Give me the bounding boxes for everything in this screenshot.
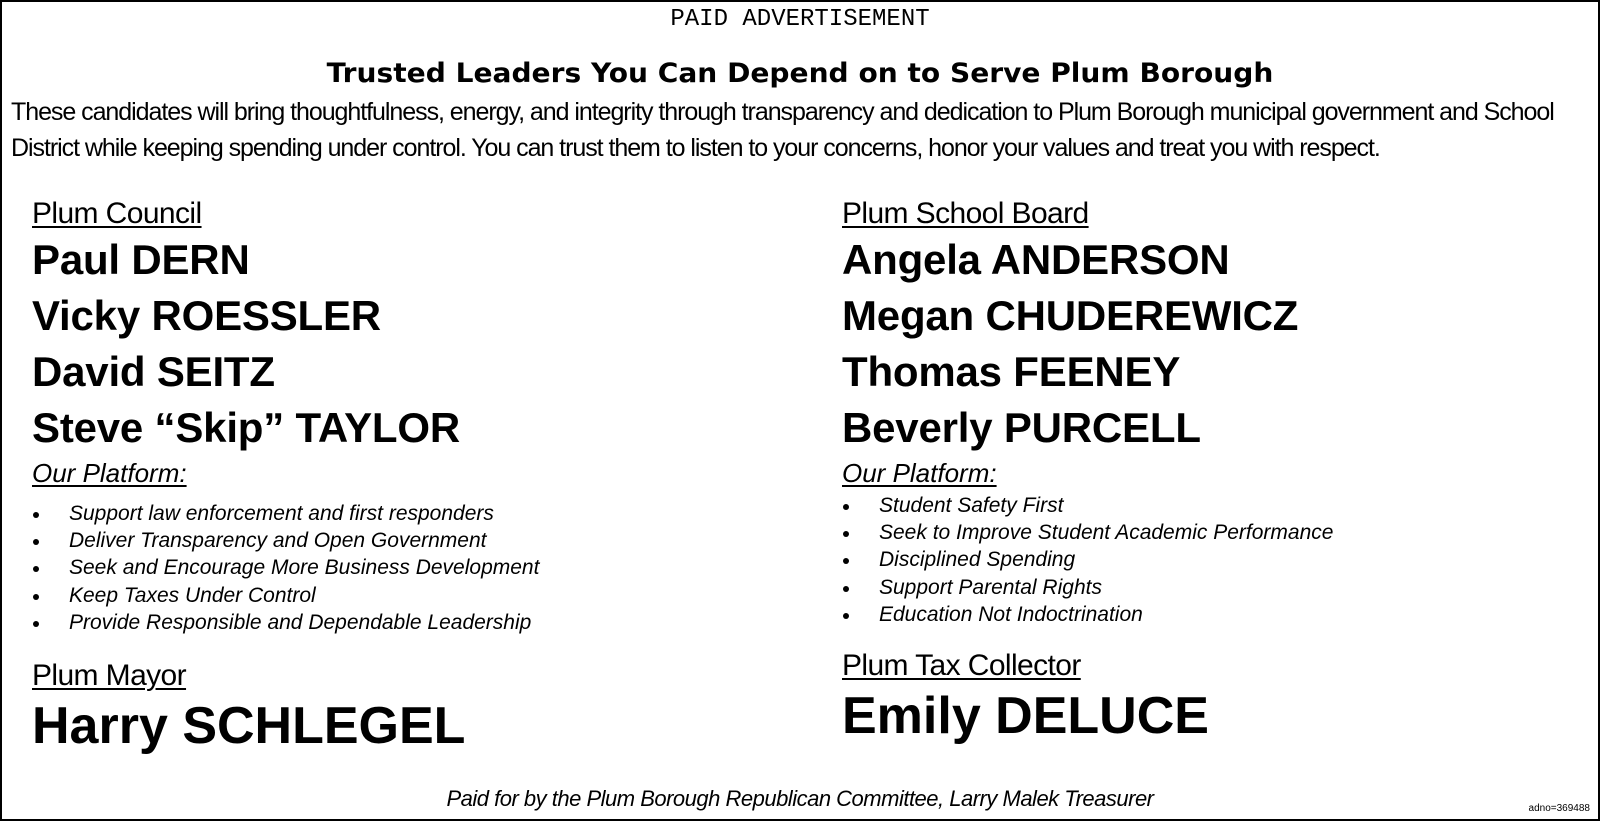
paid-advertisement-label: PAID ADVERTISEMENT [670, 6, 930, 33]
tax-collector-candidate-name: Emily DELUCE [842, 687, 1209, 746]
candidate-name: Vicky ROESSLER [32, 292, 381, 339]
platform-item: Education Not Indoctrination [842, 601, 1582, 628]
office-heading-mayor: Plum Mayor [32, 659, 187, 693]
school-board-column [842, 196, 1582, 748]
candidate-name: Steve “Skip” TAYLOR [32, 404, 460, 451]
council-candidate-list [32, 232, 792, 456]
platform-item: Support Parental Rights [842, 574, 1582, 601]
platform-item: Provide Responsible and Dependable Leadership [32, 609, 792, 636]
platform-item: Student Safety First [842, 492, 1582, 519]
platform-label: Our Platform: [842, 458, 997, 488]
office-heading-school-board: Plum School Board [842, 197, 1089, 230]
council-column [32, 196, 792, 758]
candidate-name: David SEITZ [32, 348, 275, 395]
candidate-name: Beverly PURCELL [842, 404, 1201, 451]
candidate-name: Paul DERN [32, 236, 250, 283]
platform-item: Support law enforcement and first responders [32, 500, 792, 527]
headline: Trusted Leaders You Can Depend on to Serve Plum Borough [326, 58, 1274, 89]
platform-item: Keep Taxes Under Control [32, 582, 792, 609]
platform-item: Deliver Transparency and Open Government [32, 527, 792, 554]
platform-label: Our Platform: [32, 458, 187, 488]
school-board-candidate-list [842, 232, 1582, 456]
platform-item: Seek to Improve Student Academic Performance [842, 519, 1582, 546]
intro-paragraph: These candidates will bring thoughtfulness, energy, and integrity through transparency and dedication to Plum Borough municipal government and School District while keeping spending under control. You can trust them to listen to your concerns, honor your values and treat you with respect. [11, 98, 1554, 162]
mayor-candidate-name: Harry SCHLEGEL [32, 697, 466, 756]
candidate-name: Thomas FEENEY [842, 348, 1181, 395]
candidate-name: Megan CHUDEREWICZ [842, 292, 1299, 339]
office-heading-tax-collector: Plum Tax Collector [842, 649, 1081, 683]
ad-number: adno=369488 [1528, 803, 1590, 814]
office-heading-council: Plum Council [32, 197, 202, 230]
platform-item: Disciplined Spending [842, 546, 1582, 573]
council-platform-list [32, 500, 792, 636]
paid-for-disclaimer: Paid for by the Plum Borough Republican Committee, Larry Malek Treasurer [446, 786, 1154, 811]
school-board-platform-list [842, 492, 1582, 628]
platform-item: Seek and Encourage More Business Development [32, 554, 792, 581]
candidate-name: Angela ANDERSON [842, 236, 1230, 283]
